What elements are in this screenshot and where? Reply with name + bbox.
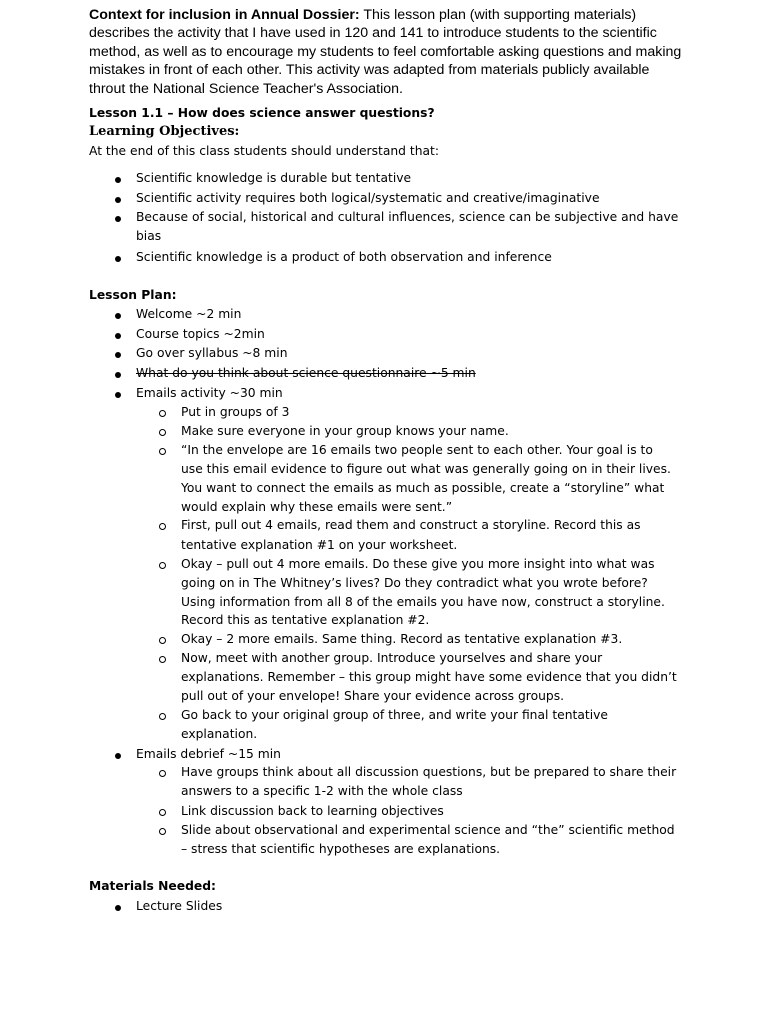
email-step-continuation: explanation. <box>181 727 258 741</box>
sub-bullet-icon <box>159 656 166 663</box>
plan-item: Emails activity ~30 min <box>136 386 283 400</box>
plan-item: Course topics ~2min <box>136 327 265 341</box>
bullet-icon <box>115 197 121 203</box>
email-step-continuation: pull out of your envelope! Share your evidence across groups. <box>181 689 565 703</box>
objective-item: Scientific knowledge is durable but tentative <box>136 171 412 185</box>
objective-item: Because of social, historical and cultural influences, science can be subjective and have <box>136 210 679 224</box>
debrief-step-continuation: – stress that scientific hypotheses are explanations. <box>181 842 501 856</box>
sub-bullet-icon <box>159 410 166 417</box>
bullet-icon <box>115 753 121 759</box>
context-paragraph <box>89 6 689 98</box>
debrief-step: Link discussion back to learning objectives <box>181 804 444 818</box>
plan-item: Go over syllabus ~8 min <box>136 346 288 360</box>
sub-bullet-icon <box>159 562 166 569</box>
bullet-icon <box>115 372 121 378</box>
materials-item: Lecture Slides <box>136 899 223 913</box>
bullet-icon <box>115 392 121 398</box>
email-step: Now, meet with another group. Introduce yourselves and share your <box>181 651 603 665</box>
email-step: Put in groups of 3 <box>181 405 290 419</box>
email-step-continuation: Record this as tentative explanation #2. <box>181 613 430 627</box>
plan-item: Emails debrief ~15 min <box>136 747 281 761</box>
context-body: This lesson plan (with supporting materials) describes the activity that I have used in 120 and 141 to introduce students to the scientific method, as well as to encourage my students to feel comfortable asking questions and making mistakes in front of each other. This activity was adapted from materials publicly available throut the National Science Teacher's Association. <box>89 7 682 97</box>
email-step-continuation: use this email evidence to figure out what was generally going on in their lives. <box>181 462 671 476</box>
debrief-step: Slide about observational and experimental science and “the” scientific method <box>181 823 675 837</box>
lesson-title: Lesson 1.1 – How does science answer questions? <box>89 106 435 120</box>
email-step-continuation: explanations. Remember – this group might have some evidence that you didn’t <box>181 670 677 684</box>
bullet-icon <box>115 177 121 183</box>
debrief-step: Have groups think about all discussion questions, but be prepared to share their <box>181 765 677 779</box>
email-step-continuation: Using information from all 8 of the emails you have now, construct a storyline. <box>181 595 665 609</box>
sub-bullet-icon <box>159 637 166 644</box>
bullet-icon <box>115 905 121 911</box>
email-step: First, pull out 4 emails, read them and construct a storyline. Record this as <box>181 518 641 532</box>
sub-bullet-icon <box>159 809 166 816</box>
debrief-step-continuation: answers to a specific 1-2 with the whole class <box>181 784 463 798</box>
bullet-icon <box>115 216 121 222</box>
sub-bullet-icon <box>159 523 166 530</box>
email-step: Okay – pull out 4 more emails. Do these give you more insight into what was <box>181 557 655 571</box>
sub-bullet-icon <box>159 429 166 436</box>
sub-bullet-icon <box>159 448 166 455</box>
email-step-continuation: going on in The Whitney’s lives? Do they contradict what you wrote before? <box>181 576 648 590</box>
email-step: Make sure everyone in your group knows your name. <box>181 424 509 438</box>
bullet-icon <box>115 352 121 358</box>
email-step-continuation: You want to connect the emails as much as possible, create a “storyline” what <box>181 481 665 495</box>
bullet-icon <box>115 333 121 339</box>
sub-bullet-icon <box>159 770 166 777</box>
objective-item: Scientific activity requires both logical/systematic and creative/imaginative <box>136 191 600 205</box>
sub-bullet-icon <box>159 828 166 835</box>
bullet-icon <box>115 256 121 262</box>
email-step: Go back to your original group of three, and write your final tentative <box>181 708 608 722</box>
context-heading: Context for inclusion in Annual Dossier: <box>89 7 360 23</box>
plan-item: Welcome ~2 min <box>136 307 242 321</box>
objective-item-continuation: bias <box>136 229 162 243</box>
bullet-icon <box>115 313 121 319</box>
lesson-plan-heading: Lesson Plan: <box>89 288 177 302</box>
sub-bullet-icon <box>159 713 166 720</box>
objectives-intro: At the end of this class students should understand that: <box>89 144 440 158</box>
email-step: Okay – 2 more emails. Same thing. Record as tentative explanation #3. <box>181 632 623 646</box>
materials-heading: Materials Needed: <box>89 879 216 893</box>
objectives-heading: Learning Objectives: <box>89 124 240 139</box>
email-step: “In the envelope are 16 emails two people sent to each other. Your goal is to <box>181 443 653 457</box>
plan-item-struck: What do you think about science questionnaire ~5 min <box>136 366 476 380</box>
email-step-continuation: would explain why these emails were sent.” <box>181 500 453 514</box>
objective-item: Scientific knowledge is a product of both observation and inference <box>136 250 552 264</box>
email-step-continuation: tentative explanation #1 on your worksheet. <box>181 538 458 552</box>
